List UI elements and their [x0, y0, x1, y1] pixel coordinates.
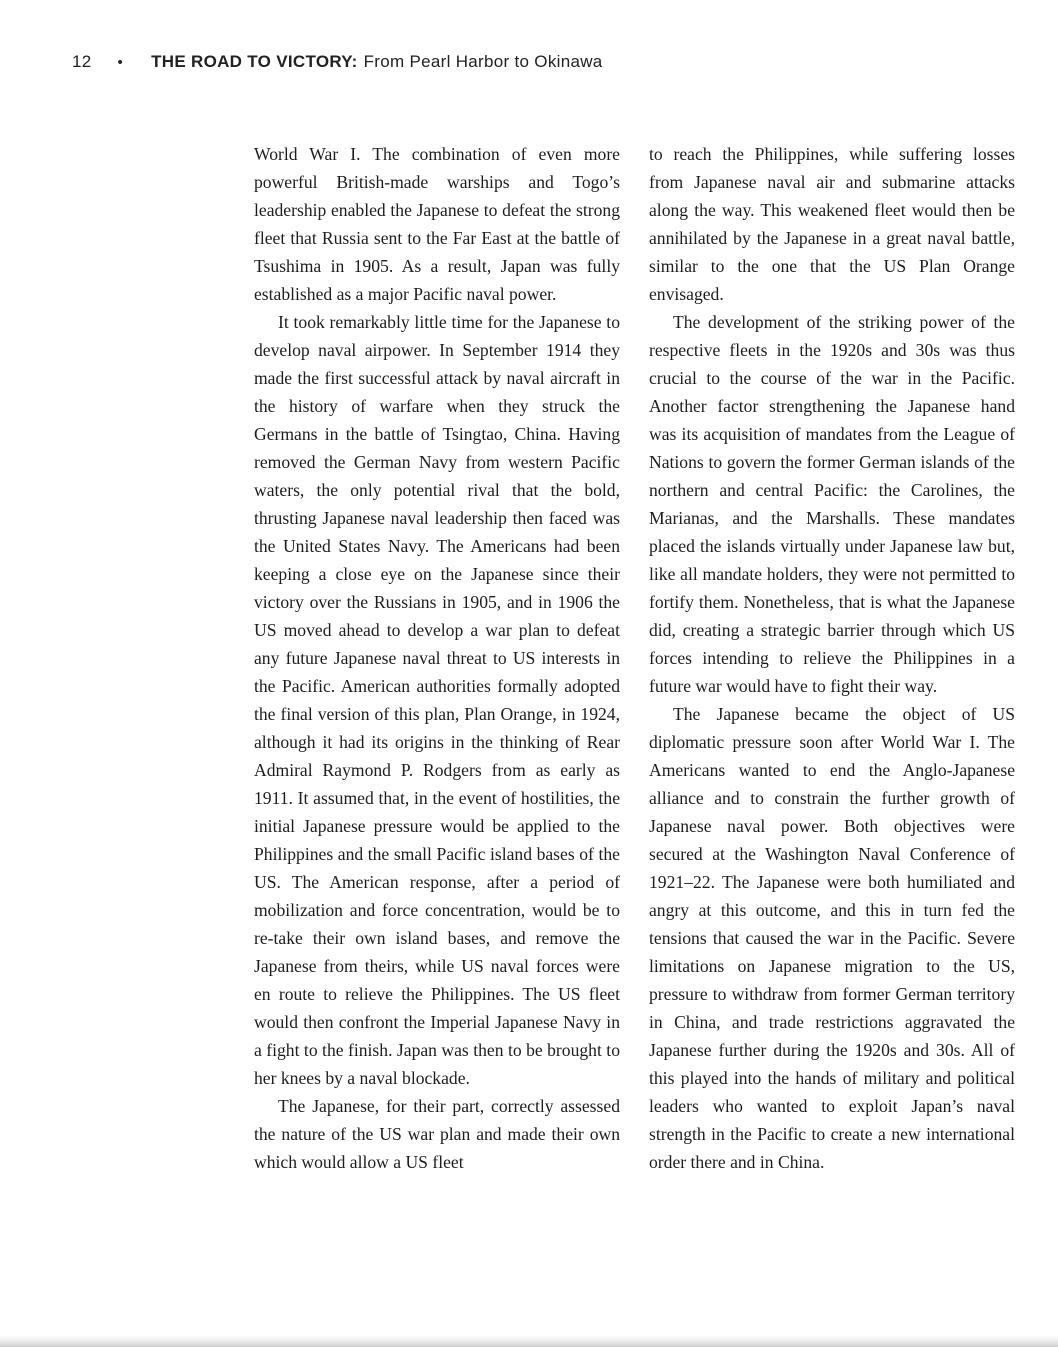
paragraph: It took remarkably little time for the Japanese to develop naval airpower. In September 1914 they made the first successful attack by naval aircraft in the history of warfare when they struck the Germans in the battle of Tsingtao, China. Having removed the German Navy from western Pacific waters, the only potential rival that the bold, thrusting Japanese naval leadership then faced was the United States Navy. The Americans had been keeping a close eye on the Japanese since their victory over the Russians in 1905, and in 1906 the US moved ahead to develop a war plan to defeat any future Japanese naval threat to US interests in the Pacific. American authorities formally adopted the final version of this plan, Plan Orange, in 1924, although it had its origins in the thinking of Rear Admiral Raymond P. Rodgers from as early as 1911. It assumed that, in the event of hostilities, the initial Japanese pressure would be applied to the Philippines and the small Pacific island bases of the US. The American response, after a period of mobilization and force concentration, would be to re-take their own island bases, and remove the Japanese from theirs, while US naval forces were en route to relieve the Philippines. The US fleet would then confront the Imperial Japanese Navy in a fight to the finish. Japan was then to be brought to her knees by a naval blockade. [254, 312, 620, 1088]
running-header [72, 50, 603, 74]
page-bottom-edge [0, 1335, 1058, 1347]
paragraph: to reach the Philippines, while suffering losses from Japanese naval air and submarine attacks along the way. This weakened fleet would then be annihilated by the Japanese in a great naval battle, similar to the one that the US Plan Orange envisaged. [649, 144, 1015, 304]
paragraph: The Japanese became the object of US diplomatic pressure soon after World War I. The Americans wanted to end the Anglo-Japanese alliance and to constrain the further growth of Japanese naval power. Both objectives were secured at the Washington Naval Conference of 1921–22. The Japanese were both humiliated and angry at this outcome, and this in turn fed the tensions that caused the war in the Pacific. Severe limitations on Japanese migration to the US, pressure to withdraw from former German territory in China, and trade restrictions aggravated the Japanese further during the 1920s and 30s. All of this played into the hands of military and political leaders who wanted to exploit Japan’s naval strength in the Pacific to create a new international order there and in China. [649, 704, 1015, 1172]
paragraph: World War I. The combination of even more powerful British-made warships and Togo’s leadership enabled the Japanese to defeat the strong fleet that Russia sent to the Far East at the battle of Tsushima in 1905. As a result, Japan was fully established as a major Pacific naval power. [254, 144, 620, 304]
paragraph: The Japanese, for their part, correctly assessed the nature of the US war plan and made their own which would allow a US fleet [254, 1096, 620, 1172]
header-bullet: • [117, 53, 124, 71]
left-text-column [254, 140, 620, 1176]
right-text-column [649, 140, 1015, 1176]
paragraph: The development of the striking power of the respective fleets in the 1920s and 30s was thus crucial to the course of the war in the Pacific. Another factor strengthening the Japanese hand was its acquisition of mandates from the League of Nations to govern the former German islands of the northern and central Pacific: the Carolines, the Marianas, and the Marshalls. These mandates placed the islands virtually under Japanese law but, like all mandate holders, they were not permitted to fortify them. Nonetheless, that is what the Japanese did, creating a strategic barrier through which US forces intending to relieve the Philippines in a future war would have to fight their way. [649, 312, 1015, 696]
book-title: THE ROAD TO VICTORY: [151, 52, 358, 71]
book-subtitle: From Pearl Harbor to Okinawa [363, 52, 603, 71]
page-number: 12 [72, 52, 92, 71]
